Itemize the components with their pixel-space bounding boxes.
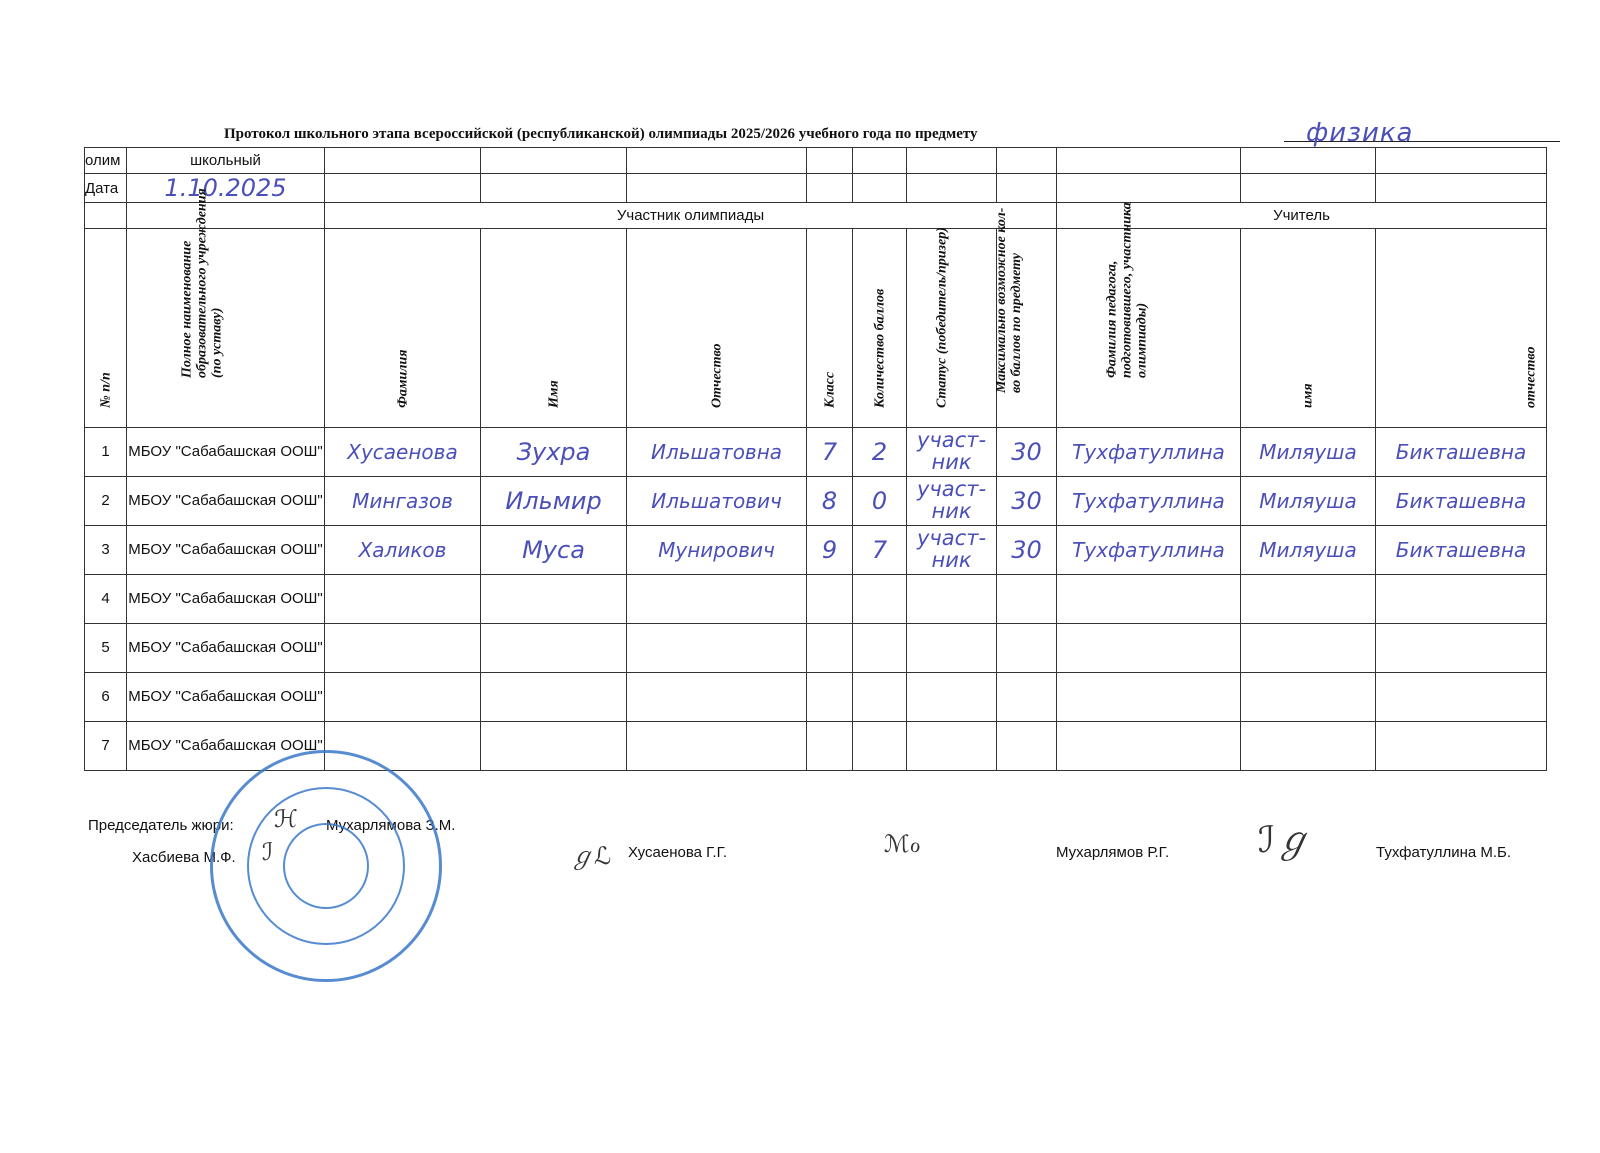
col-header: Отчество xyxy=(709,343,724,408)
row-status: участ-ник xyxy=(916,428,987,474)
col-header: Полное наименование образовательного учреждения (по уставу) xyxy=(179,188,224,378)
row-teacher-last-name: Тухфатуллина xyxy=(1072,538,1225,562)
chair-name: Мухарлямова З.М. xyxy=(326,817,456,834)
row-number: 7 xyxy=(101,737,110,754)
row-first-name: Муса xyxy=(522,536,585,564)
official-stamp xyxy=(210,750,442,982)
col-header: отчество xyxy=(1523,346,1539,408)
member-name: Тухфатуллина М.Б. xyxy=(1376,844,1512,861)
row-number: 2 xyxy=(101,492,110,509)
row-middle-name: Мунирович xyxy=(658,538,775,562)
col-header: Статус (победитель/призер) xyxy=(934,227,949,408)
row-last-name: Хусаенова xyxy=(347,440,458,464)
participant-group-header: Участник олимпиады xyxy=(325,203,1057,229)
row-score: 0 xyxy=(871,487,888,515)
row-teacher-first-name: Миляуша xyxy=(1259,440,1357,464)
row-teacher-last-name: Тухфатуллина xyxy=(1072,489,1225,513)
row-max-score: 30 xyxy=(1011,487,1042,515)
row-last-name: Мингазов xyxy=(352,489,453,513)
olymp-row xyxy=(85,148,1547,174)
col-header: Фамилия xyxy=(395,349,410,408)
member-signature: ℊℒ xyxy=(570,842,612,870)
subject-handwritten: физика xyxy=(1306,118,1414,148)
date-label: Дата xyxy=(85,174,127,203)
row-teacher-middle-name: Бикташевна xyxy=(1395,489,1527,513)
row-score: 2 xyxy=(871,438,888,466)
table-row xyxy=(85,575,1547,624)
chair-label: Председатель жюри: xyxy=(88,817,234,834)
row-first-name: Зухра xyxy=(516,438,591,466)
table-row xyxy=(85,428,1547,477)
col-header: Максимально возможное кол-во баллов по предмету xyxy=(993,207,1024,393)
row-teacher-last-name: Тухфатуллина xyxy=(1072,440,1225,464)
table-row xyxy=(85,673,1547,722)
row-number: 4 xyxy=(101,590,110,607)
protocol-title: Протокол школьного этапа всероссийской (республиканской) олимпиады 2025/2026 учебного года по предмету xyxy=(224,126,978,142)
col-header: Класс xyxy=(822,371,837,408)
row-organization: МБОУ "Сабабашская ООШ" xyxy=(128,639,323,656)
row-number: 3 xyxy=(101,541,110,558)
table-row xyxy=(85,526,1547,575)
results-table xyxy=(84,147,1547,771)
member-signature: ℐℊ xyxy=(1258,820,1311,861)
date-value: 1.10.2025 xyxy=(164,174,287,202)
row-organization: МБОУ "Сабабашская ООШ" xyxy=(128,541,323,558)
row-status: участ-ник xyxy=(916,477,987,523)
title-row xyxy=(84,118,1574,148)
row-max-score: 30 xyxy=(1011,536,1042,564)
col-header: Количество баллов xyxy=(872,288,887,408)
row-class: 9 xyxy=(821,536,838,564)
col-header: Имя xyxy=(546,380,561,408)
teacher-group-header: Учитель xyxy=(1057,203,1547,229)
col-header: имя xyxy=(1300,383,1316,408)
row-class: 7 xyxy=(821,438,838,466)
row-status: участ-ник xyxy=(916,526,987,572)
column-header-row xyxy=(85,229,1547,428)
row-middle-name: Ильшатович xyxy=(651,489,782,513)
row-organization: МБОУ "Сабабашская ООШ" xyxy=(128,443,323,460)
row-organization: МБОУ "Сабабашская ООШ" xyxy=(128,590,323,607)
olymp-value: школьный xyxy=(127,148,325,174)
chair-signature: ℋ xyxy=(274,805,298,833)
row-organization: МБОУ "Сабабашская ООШ" xyxy=(128,688,323,705)
row-class: 8 xyxy=(821,487,838,515)
row-teacher-middle-name: Бикташевна xyxy=(1395,440,1527,464)
row-organization: МБОУ "Сабабашская ООШ" xyxy=(128,492,323,509)
col-header: № п/п xyxy=(98,372,113,408)
row-teacher-first-name: Миляуша xyxy=(1259,489,1357,513)
row-number: 5 xyxy=(101,639,110,656)
row-first-name: Ильмир xyxy=(505,487,602,515)
member-name: Хасбиева М.Ф. xyxy=(132,849,236,866)
member-name: Мухарлямов Р.Г. xyxy=(1056,844,1170,861)
member-name: Хусаенова Г.Г. xyxy=(628,844,728,861)
member-signature: ℐ xyxy=(262,838,274,866)
col-header: Фамилия педагога, подготовившего, участника олимпиады) xyxy=(1104,202,1149,378)
row-teacher-middle-name: Бикташевна xyxy=(1395,538,1527,562)
group-header-row xyxy=(85,203,1547,229)
table-row xyxy=(85,624,1547,673)
row-teacher-first-name: Миляуша xyxy=(1259,538,1357,562)
row-number: 6 xyxy=(101,688,110,705)
row-middle-name: Ильшатовна xyxy=(650,440,783,464)
row-max-score: 30 xyxy=(1011,438,1042,466)
row-number: 1 xyxy=(101,443,110,460)
row-last-name: Халиков xyxy=(358,538,447,562)
date-row xyxy=(85,174,1547,203)
member-signature: ℳℴ xyxy=(884,830,921,858)
olymp-label: олим xyxy=(85,148,127,174)
row-organization: МБОУ "Сабабашская ООШ" xyxy=(128,737,323,754)
row-score: 7 xyxy=(871,536,888,564)
table-row xyxy=(85,477,1547,526)
